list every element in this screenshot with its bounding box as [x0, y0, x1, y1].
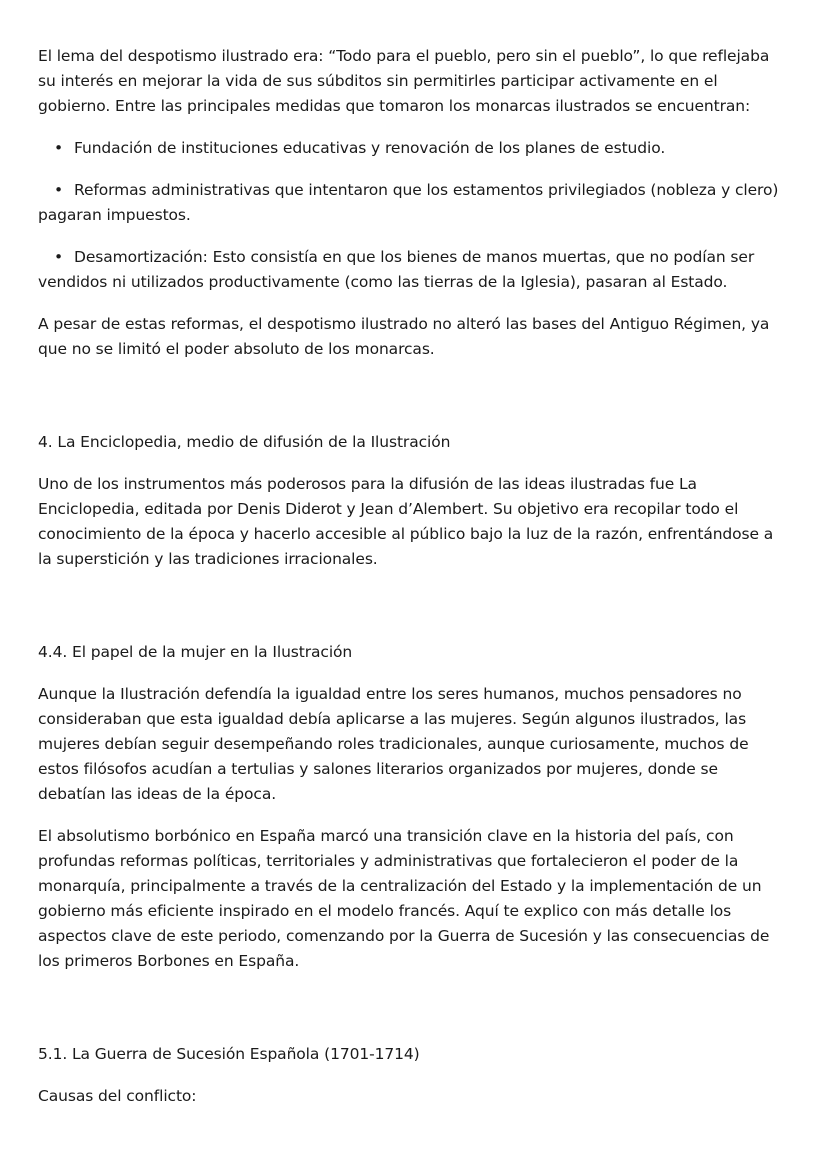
intro-paragraph: El lema del despotismo ilustrado era: “Todo para el pueblo, pero sin el pueblo”, lo que reflejaba su interés en mejorar la vida de sus súbditos sin permitirles participar activamente en el gobierno. Entre las principales medidas que tomaron los monarcas ilustrados se encuentran: — [38, 47, 770, 115]
section-4-heading: 4. La Enciclopedia, medio de difusión de la Ilustración — [38, 433, 451, 451]
document-page — [38, 44, 790, 1126]
absolutismo-paragraph: El absolutismo borbónico en España marcó una transición clave en la historia del país, con profundas reformas políticas, territoriales y administrativas que fortalecieron el poder de la monarquía, principalmente a través de la centralización del Estado y la implementación de un gobierno más eficiente inspirado en el modelo francés. Aquí te explico con más detalle los aspectos clave de este periodo, comenzando por la Guerra de Sucesión y las consecuencias de los primeros Borbones en España. — [38, 827, 770, 970]
section-spacer — [38, 379, 790, 430]
causas-label: Causas del conflicto: — [38, 1087, 197, 1105]
section-4-4-heading: 4.4. El papel de la mujer en la Ilustración — [38, 643, 353, 661]
section-4-4-paragraph: Aunque la Ilustración defendía la igualdad entre los seres humanos, muchos pensadores no consideraban que esta igualdad debía aplicarse a las mujeres. Según algunos ilustrados, las mujeres debían seguir desempeñando roles tradicionales, aunque curiosamente, muchos de estos filósofos acudían a tertulias y salones literarios organizados por mujeres, donde se debatían las ideas de la época. — [38, 685, 749, 803]
bullet-text: Reformas administrativas que intentaron que los estamentos privilegiados (nobleza y clero) pagaran impuestos. — [38, 181, 779, 224]
bullet-text: Desamortización: Esto consistía en que los bienes de manos muertas, que no podían ser vendidos ni utilizados productivamente (como las tierras de la Iglesia), pasaran al Estado. — [38, 248, 755, 291]
section-4-paragraph: Uno de los instrumentos más poderosos para la difusión de las ideas ilustradas fue La Enciclopedia, editada por Denis Diderot y Jean d’Alembert. Su objetivo era recopilar todo el conocimiento de la época y hacerlo accesible al público bajo la luz de la razón, enfrentándose a la superstición y las tradiciones irracionales. — [38, 475, 774, 568]
bullet-dot: • — [54, 181, 64, 199]
section-spacer — [38, 589, 790, 640]
bullet-item-2 — [38, 178, 790, 228]
bullet-item-1 — [38, 136, 790, 161]
conclusion-paragraph: A pesar de estas reformas, el despotismo ilustrado no alteró las bases del Antiguo Régimen, ya que no se limitó el poder absoluto de los monarcas. — [38, 315, 770, 358]
section-spacer — [38, 991, 790, 1042]
section-5-1-heading: 5.1. La Guerra de Sucesión Española (1701-1714) — [38, 1045, 420, 1063]
bullet-text: Fundación de instituciones educativas y renovación de los planes de estudio. — [74, 139, 666, 157]
bullet-item-3 — [38, 245, 790, 295]
bullet-dot: • — [54, 248, 64, 266]
bullet-dot: • — [54, 139, 64, 157]
